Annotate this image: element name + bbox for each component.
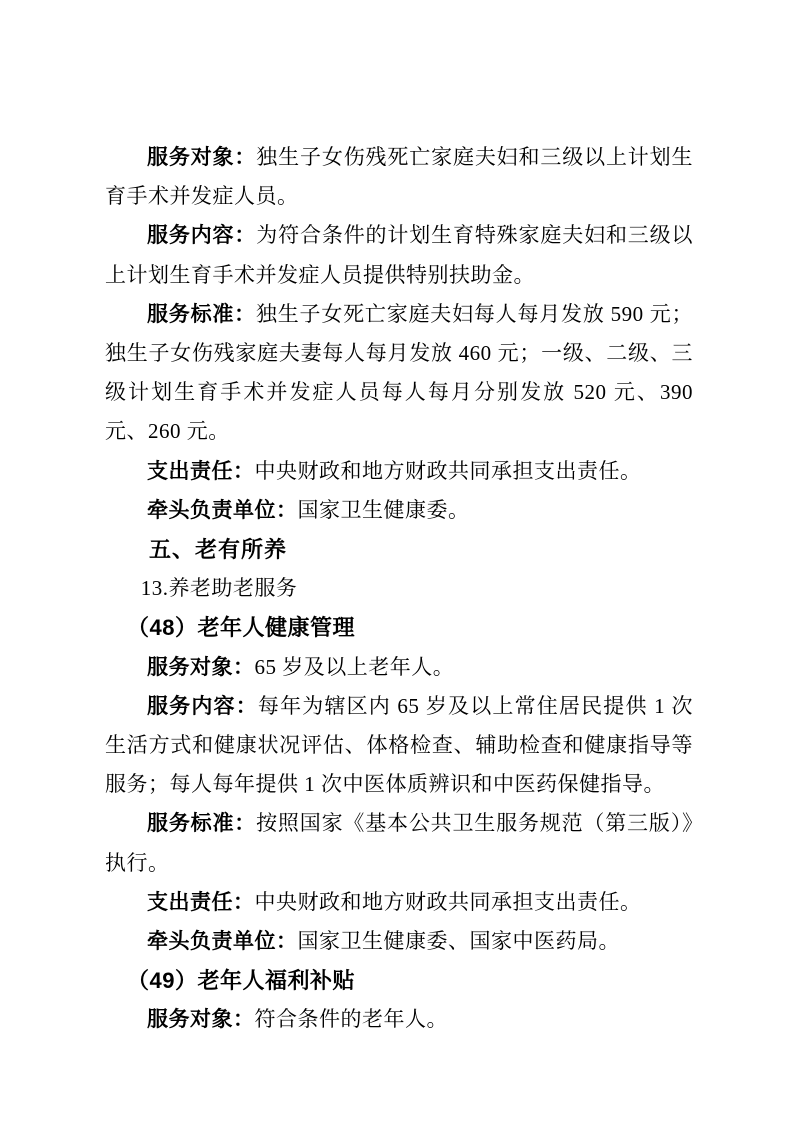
document-content	[105, 138, 693, 1040]
body-paragraph	[105, 883, 693, 922]
field-label: 服务标准：	[147, 811, 257, 836]
body-paragraph	[105, 804, 693, 882]
field-label: 牵头负责单位：	[147, 929, 298, 954]
body-paragraph	[105, 295, 693, 452]
field-text: 按照国家《基本公共卫生服务规范（第三版）》执行。	[105, 811, 694, 875]
item-heading: 13.养老助老服务	[140, 576, 298, 601]
body-paragraph	[105, 452, 693, 491]
section-heading: 五、老有所养	[149, 537, 288, 563]
field-text: 中央财政和地方财政共同承担支出责任。	[254, 889, 642, 914]
body-paragraph	[105, 491, 693, 530]
sub-heading: （48）老年人健康管理	[127, 615, 355, 641]
field-text: 中央财政和地方财政共同承担支出责任。	[254, 458, 642, 483]
field-label: 服务内容：	[147, 693, 258, 718]
field-label: 支出责任：	[147, 889, 255, 914]
field-text: 为符合条件的计划生育特殊家庭夫妇和三级以上计划生育手术并发症人员提供特别扶助金。	[105, 223, 694, 287]
body-paragraph	[105, 687, 693, 805]
field-text: 独生子女伤残死亡家庭夫妇和三级以上计划生育手术并发症人员。	[105, 145, 694, 209]
field-label: 服务对象：	[147, 654, 255, 679]
field-text: 独生子女死亡家庭夫妇每人每月发放 590 元；独生子女伤残家庭夫妻每人每月发放 460 元；一级、二级、三级计划生育手术并发症人员每人每月分别发放 520 元、390 元、260 元。	[105, 301, 694, 444]
field-label: 服务标准：	[147, 301, 256, 326]
sub-heading: （49）老年人福利补贴	[127, 968, 355, 994]
body-paragraph	[105, 648, 693, 687]
body-paragraph	[105, 922, 693, 961]
field-label: 支出责任：	[147, 458, 255, 483]
field-label: 服务内容：	[147, 223, 257, 248]
field-text: 国家卫生健康委。	[297, 497, 470, 522]
field-label: 服务对象：	[147, 1007, 255, 1032]
body-paragraph	[105, 216, 693, 294]
field-label: 牵头负责单位：	[147, 497, 298, 522]
body-paragraph	[105, 138, 693, 216]
field-text: 每年为辖区内 65 岁及以上常住居民提供 1 次生活方式和健康状况评估、体格检查、辅助检查和健康指导等服务；每人每年提供 1 次中医体质辨识和中医药保健指导。	[105, 693, 694, 797]
field-text: 国家卫生健康委、国家中医药局。	[297, 929, 620, 954]
field-label: 服务对象：	[147, 145, 257, 169]
field-text: 65 岁及以上老年人。	[254, 654, 455, 679]
field-text: 符合条件的老年人。	[254, 1007, 448, 1032]
body-paragraph	[105, 1000, 693, 1039]
